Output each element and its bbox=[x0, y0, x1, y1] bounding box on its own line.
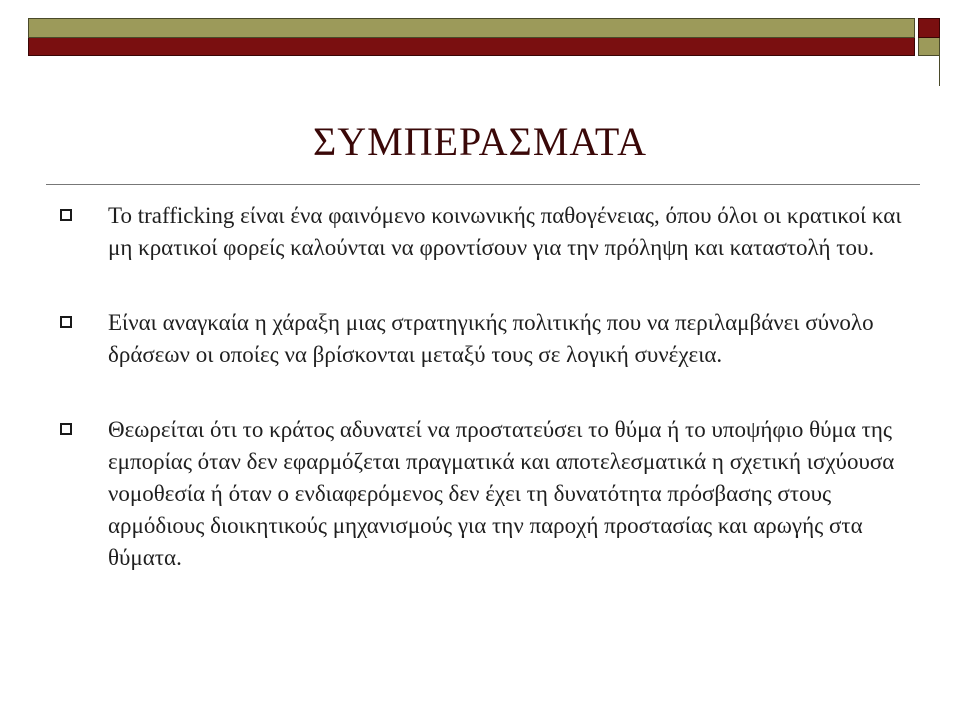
header-right-strip bbox=[939, 56, 940, 86]
slide-title: ΣΥΜΠΕΡΑΣΜΑΤΑ bbox=[312, 119, 647, 164]
title-divider bbox=[46, 184, 920, 185]
bullet-text: Θεωρείται ότι το κράτος αδυνατεί να προστατεύσει το θύμα ή το υποψήφιο θύμα της εμπορίας όταν δεν εφαρμόζεται πραγματικά και αποτελεσματικά η σχετική ισχύουσα νομοθεσία ή όταν ο ενδιαφερόμενος δεν έχει τη δυνατότητα πρόσβασης στους αρμόδιους διοικητικούς μηχανισμούς για την παροχή προστασίας και αρωγής στα θύματα. bbox=[108, 417, 895, 570]
hollow-square-icon bbox=[60, 423, 72, 435]
bullet-item bbox=[60, 200, 910, 264]
header-band-maroon bbox=[28, 38, 915, 56]
hollow-square-icon bbox=[60, 209, 72, 221]
bullet-item bbox=[60, 307, 910, 371]
bullet-text: Το trafficking είναι ένα φαινόμενο κοινωνικής παθογένειας, όπου όλοι οι κρατικοί και μη κρατικοί φορείς καλούνται να φροντίσουν για την πρόληψη και καταστολή του. bbox=[108, 203, 902, 260]
bullet-item bbox=[60, 414, 910, 574]
header-corner-maroon bbox=[918, 18, 940, 38]
bullet-list bbox=[60, 200, 910, 617]
header-band-olive bbox=[28, 18, 915, 38]
bullet-text: Είναι αναγκαία η χάραξη μιας στρατηγικής πολιτικής που να περιλαμβάνει σύνολο δράσεων οι οποίες να βρίσκονται μεταξύ τους σε λογική συνέχεια. bbox=[108, 310, 874, 367]
hollow-square-icon bbox=[60, 316, 72, 328]
header-corner-olive bbox=[918, 38, 940, 56]
